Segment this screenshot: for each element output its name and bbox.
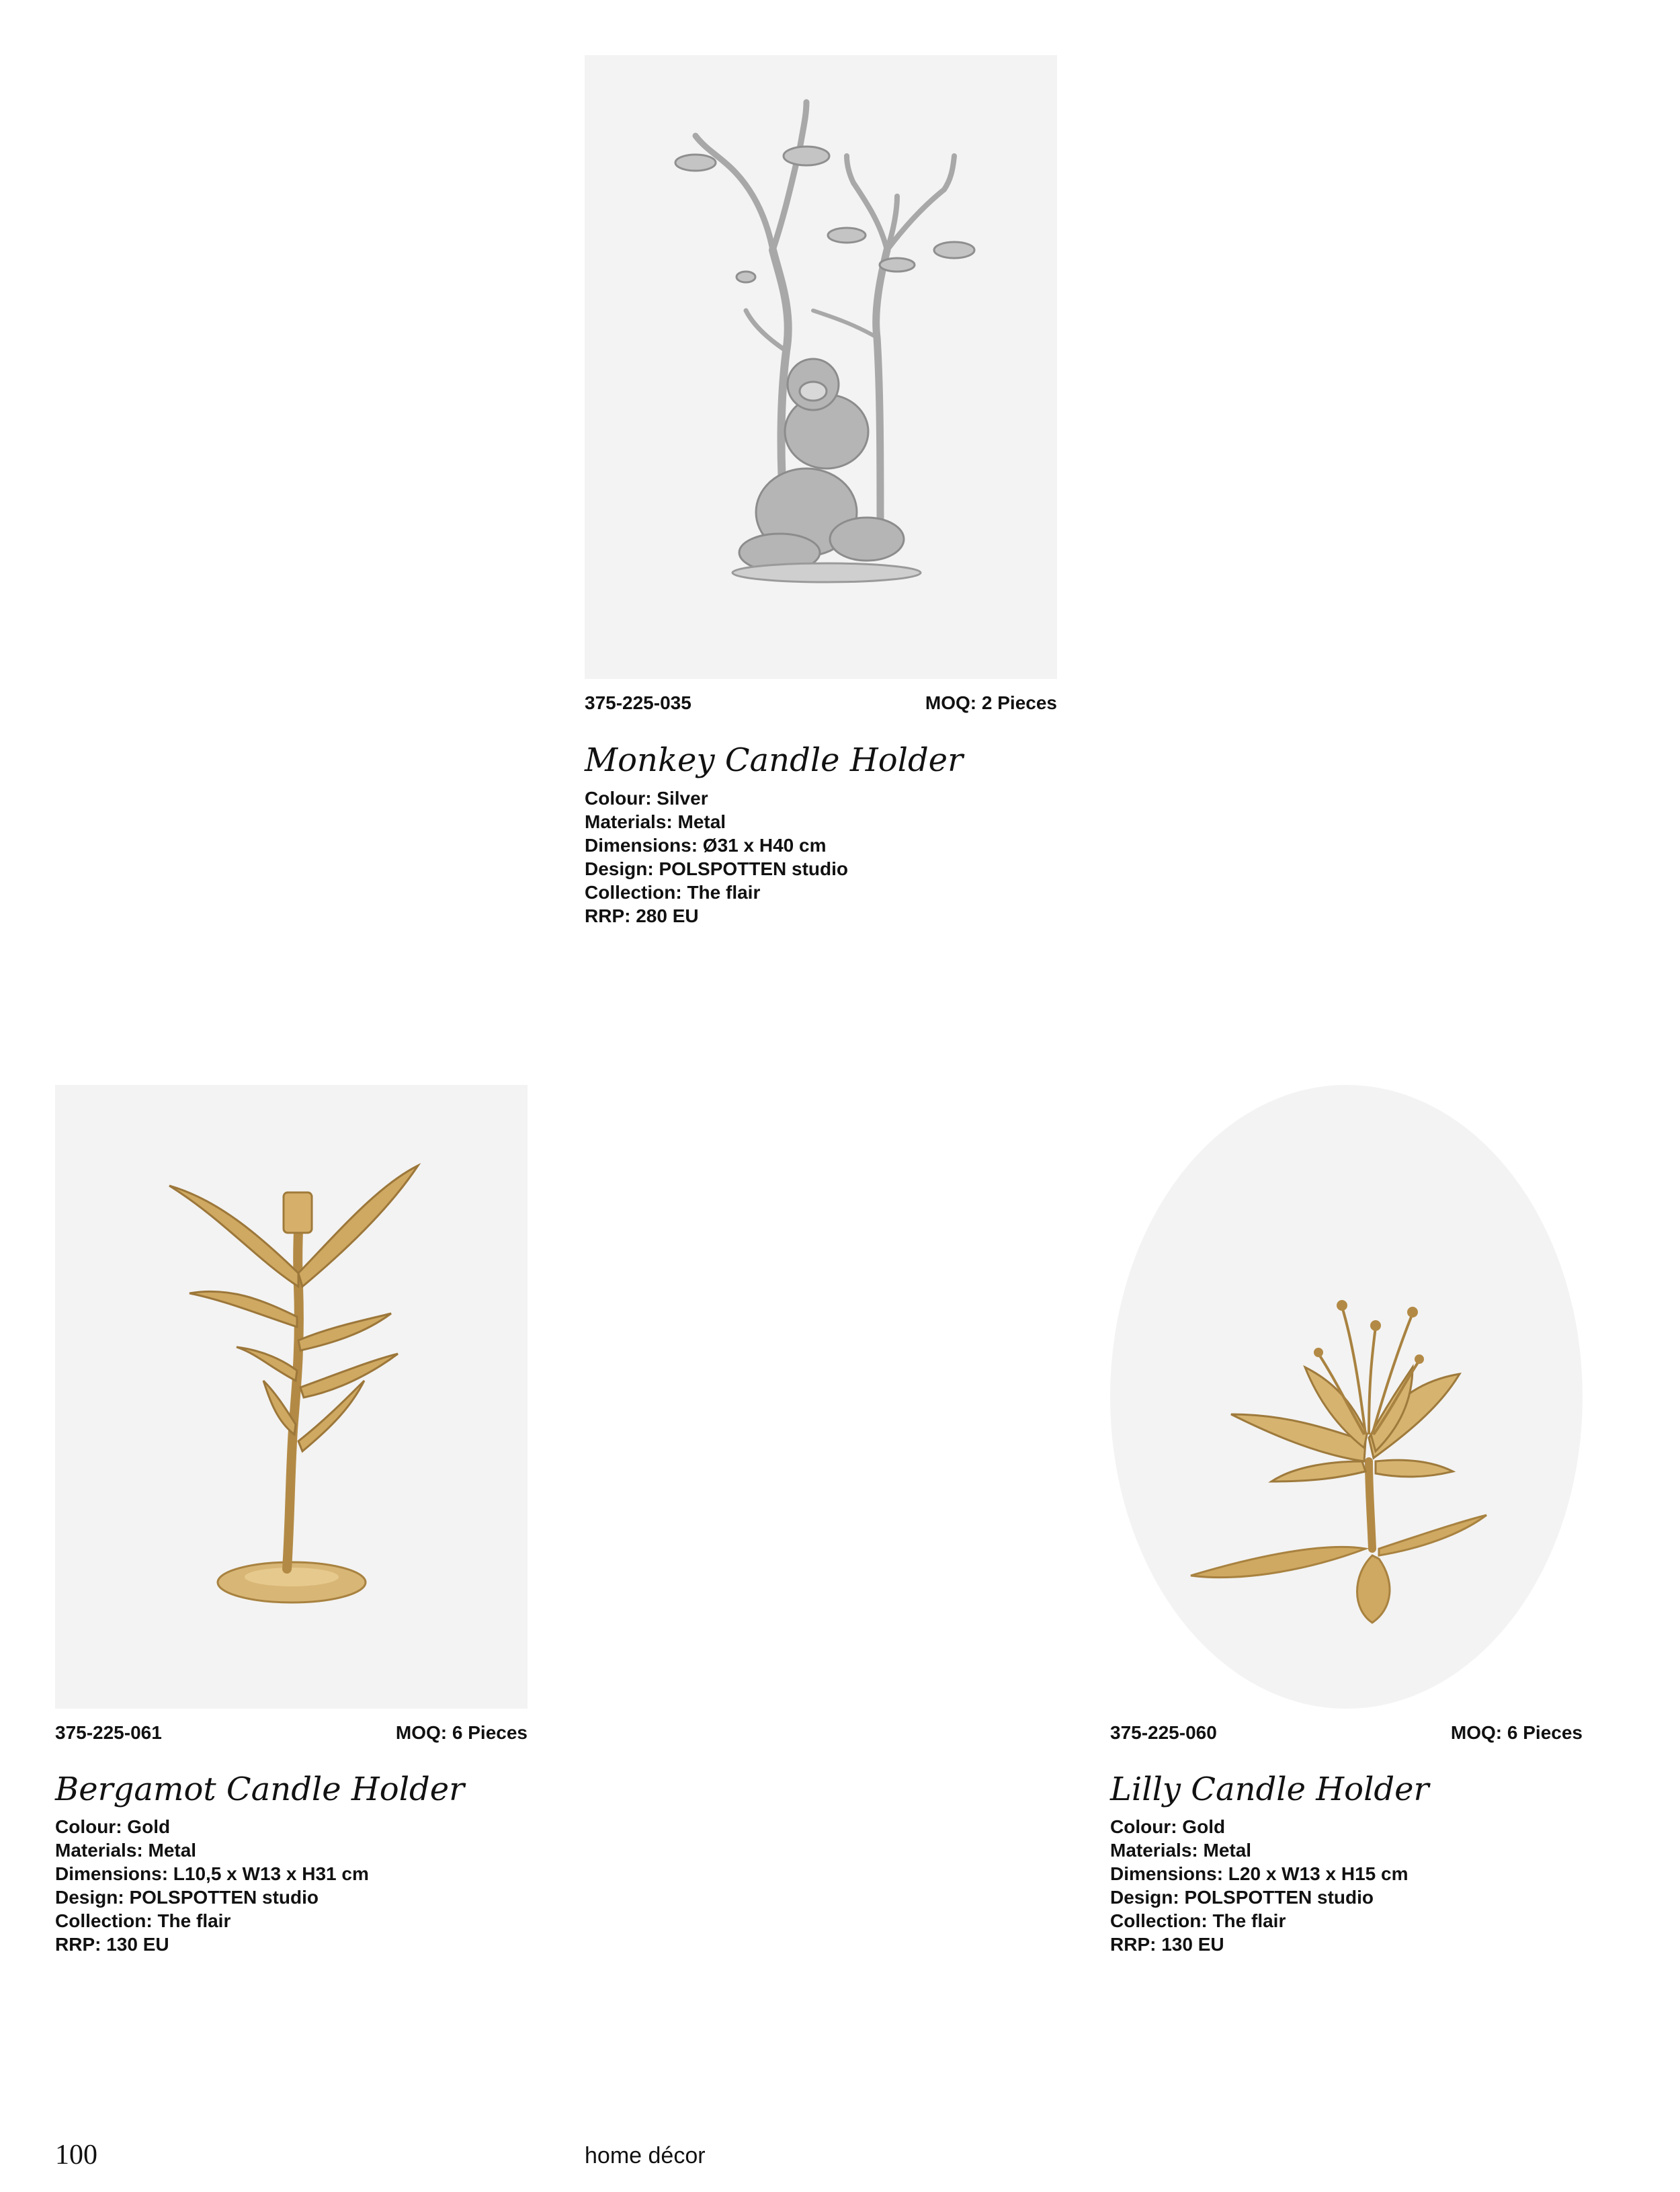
- product-moq: MOQ: 2 Pieces: [925, 692, 1057, 713]
- product-materials: Materials: Metal: [55, 1840, 197, 1861]
- section-name: home décor: [585, 2143, 706, 2168]
- product-title: Bergamot Candle Holder: [55, 1771, 465, 1808]
- product-sku: 375-225-061: [55, 1722, 162, 1743]
- monkey-candle-holder-photo: [585, 55, 1057, 679]
- product-moq: MOQ: 6 Pieces: [1450, 1722, 1583, 1743]
- product-meta-row: [585, 692, 1057, 719]
- product-collection: Collection: The flair: [55, 1910, 231, 1931]
- page-number: 100: [55, 2140, 97, 2170]
- product-design: Design: POLSPOTTEN studio: [55, 1887, 319, 1908]
- bergamot-candle-holder-photo: [55, 1085, 528, 1709]
- product-sku: 375-225-035: [585, 692, 691, 713]
- product-colour: Colour: Gold: [55, 1816, 171, 1837]
- product-collection: Collection: The flair: [585, 882, 761, 903]
- product-dimensions: Dimensions: Ø31 x H40 cm: [585, 835, 827, 856]
- product-design: Design: POLSPOTTEN studio: [1110, 1887, 1374, 1908]
- product-sku: 375-225-060: [1110, 1722, 1217, 1743]
- product-specs: [585, 786, 848, 928]
- product-title: Monkey Candle Holder: [585, 741, 964, 779]
- product-dimensions: Dimensions: L10,5 x W13 x H31 cm: [55, 1863, 369, 1884]
- monkey-candle-holder-illustration: [585, 55, 1057, 679]
- product-moq: MOQ: 6 Pieces: [395, 1722, 528, 1743]
- lilly-candle-holder-photo: [1110, 1085, 1583, 1709]
- product-rrp: RRP: 280 EU: [585, 905, 699, 926]
- product-collection: Collection: The flair: [1110, 1910, 1286, 1931]
- product-specs: [55, 1815, 369, 1956]
- product-specs: [1110, 1815, 1409, 1956]
- product-materials: Materials: Metal: [585, 811, 726, 832]
- product-colour: Colour: Gold: [1110, 1816, 1226, 1837]
- product-design: Design: POLSPOTTEN studio: [585, 858, 849, 879]
- product-materials: Materials: Metal: [1110, 1840, 1252, 1861]
- product-meta-row: [55, 1722, 528, 1749]
- product-rrp: RRP: 130 EU: [1110, 1934, 1224, 1955]
- bergamot-candle-holder-illustration: [55, 1085, 528, 1709]
- product-rrp: RRP: 130 EU: [55, 1934, 169, 1955]
- product-dimensions: Dimensions: L20 x W13 x H15 cm: [1110, 1863, 1409, 1884]
- lilly-candle-holder-illustration: [1110, 1085, 1583, 1709]
- product-meta-row: [1110, 1722, 1583, 1749]
- product-colour: Colour: Silver: [585, 788, 708, 809]
- product-title: Lilly Candle Holder: [1110, 1771, 1429, 1808]
